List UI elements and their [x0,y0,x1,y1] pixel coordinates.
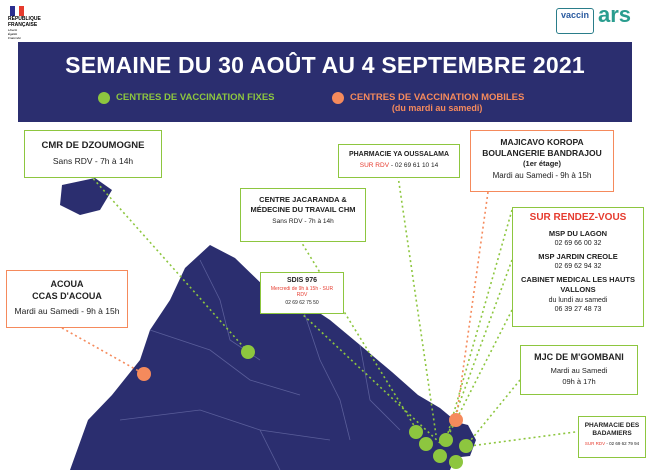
title-banner [18,42,632,122]
card-dzoumogne [24,130,162,178]
card-majicavo-hours: Mardi au Samedi - 9h à 15h [492,171,592,180]
card-msp-creole-name: MSP JARDIN CREOLE [538,252,618,261]
marker-badamiers [449,455,463,469]
marker-jacaranda [409,425,423,439]
legend-mobile-centers [332,92,524,113]
ars-logo [598,4,644,34]
card-cabinet-hours: du lundi au samedi [548,297,608,304]
vaccin-covid-logo [556,8,594,34]
card-msp-creole-phone: 02 69 62 94 32 [554,263,602,270]
card-cabinet-name: CABINET MEDICAL LES HAUTS VALLONS [520,275,636,294]
rf-motto-1: Liberté [8,28,18,32]
card-majicavo [470,130,614,192]
rf-logo-line-1: RÉPUBLIQUE [8,16,41,22]
legend-mobile-label: CENTRES DE VACCINATION MOBILES [350,92,525,103]
vaccin-logo-word: vaccin [560,10,590,20]
card-mgombani [520,345,638,395]
marker-ya-oussalama [439,433,453,447]
legend-fixed-centers [98,92,275,104]
card-ya-oussalama-rdv: SUR RDV [359,162,390,169]
card-mgombani-name: MJC DE M'GOMBANI [534,352,624,362]
card-ya-oussalama-phone: - 02 69 61 10 14 [390,162,439,169]
card-badamiers-phone: - 02 69 62 79 94 [606,441,640,446]
legend-mobile-sublabel: (du mardi au samedi) [391,103,483,113]
marker-majicavo [449,413,463,427]
rf-motto-3: Fraternité [8,36,21,40]
card-rdv-block [512,207,644,327]
card-dzoumogne-name: CMR DE DZOUMOGNE [41,140,145,151]
legend-fixed-label: CENTRES DE VACCINATION FIXES [116,92,275,103]
french-flag-icon [10,6,24,16]
card-majicavo-name-3: (1er étage) [523,159,561,168]
ars-logo-word: ars [598,2,632,27]
card-cabinet-phone: 06 39 27 48 73 [554,306,602,313]
card-jacaranda-hours: Sans RDV - 7h à 14h [272,218,334,225]
marker-acoua [137,367,151,381]
card-msp-lagon-name: MSP DU LAGON [548,229,608,238]
republique-francaise-logo [8,6,48,40]
orange-dot-icon [332,92,344,104]
card-mgombani-days: Mardi au Samedi [550,366,608,375]
marker-sdis [419,437,433,451]
green-dot-icon [98,92,110,104]
card-jacaranda [240,188,366,242]
card-acoua-hours: Mardi au Samedi - 9h à 15h [14,306,120,316]
marker-mgombani [459,439,473,453]
card-sdis-name: SDIS 976 [287,277,317,284]
marker-dzoumogne [241,345,255,359]
card-acoua [6,270,128,328]
card-jacaranda-name: CENTRE JACARANDA & MÉDECINE DU TRAVAIL CHM [250,195,356,214]
card-majicavo-name-2: BOULANGERIE BANDRAJOU [482,148,602,158]
card-msp-lagon-phone: 02 69 66 00 32 [554,240,602,247]
card-sdis-hours: Mercredi de 9h à 15h - SUR RDV [270,286,334,298]
card-sdis-phone: 02 69 62 75 50 [285,300,319,306]
rf-logo-line-2: FRANÇAISE [8,22,38,28]
islet-shape [60,178,112,215]
card-acoua-name-2: CCAS D'ACOUA [32,291,102,301]
card-majicavo-name-1: MAJICAVO KOROPA [500,137,584,147]
card-mgombani-hours: 09h à 17h [562,377,596,386]
card-ya-oussalama-name: PHARMACIE YA OUSSALAMA [348,151,450,158]
banner-title: SEMAINE DU 30 AOÛT AU 4 SEPTEMBRE 2021 [65,52,585,78]
card-acoua-name-1: ACOUA [50,279,84,289]
card-badamiers [578,416,646,458]
card-ya-oussalama [338,144,460,178]
card-sdis [260,272,344,314]
rf-motto-2: Égalité [8,32,18,36]
card-dzoumogne-hours: Sans RDV - 7h à 14h [52,156,134,166]
marker-msp-lagon [433,449,447,463]
card-rdv-title: SUR RENDEZ-VOUS [529,212,627,223]
card-badamiers-name: PHARMACIE DES BADAMIERS [584,422,640,437]
card-badamiers-rdv: SUR RDV [584,441,606,446]
